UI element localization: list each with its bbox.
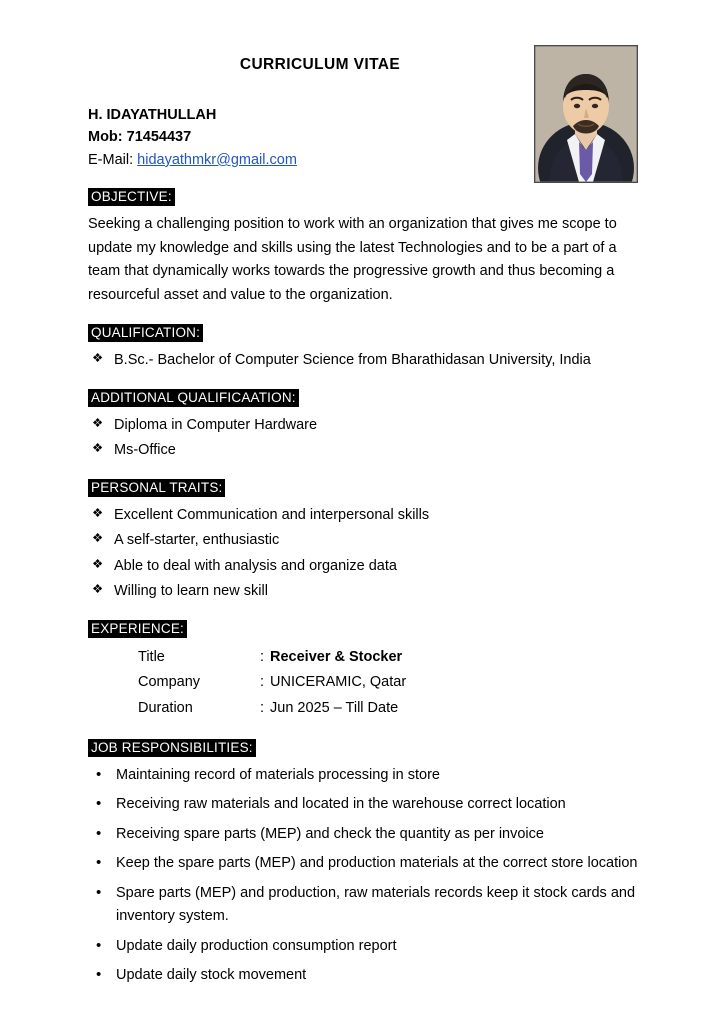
email-link[interactable]: hidayathmkr@gmail.com bbox=[137, 151, 297, 168]
section-personal-traits bbox=[88, 479, 662, 603]
list-item: • Update daily stock movement bbox=[88, 964, 662, 987]
section-objective bbox=[88, 188, 662, 307]
section-experience bbox=[88, 620, 662, 722]
experience-label: Title bbox=[138, 648, 165, 665]
table-row bbox=[138, 696, 406, 722]
experience-value: Receiver & Stocker bbox=[270, 648, 403, 665]
section-heading-objective: OBJECTIVE: bbox=[88, 188, 175, 206]
list-item: • Receiving raw materials and located in the warehouse correct location bbox=[88, 793, 662, 816]
list-item: ❖ Ms-Office bbox=[88, 439, 662, 461]
experience-value: Jun 2025 – Till Date bbox=[270, 700, 399, 717]
job-responsibilities-list bbox=[88, 764, 662, 988]
experience-colon: : bbox=[260, 674, 265, 691]
section-heading-job-responsibilities: JOB RESPONSIBILITIES: bbox=[88, 739, 256, 757]
list-item: ❖ Able to deal with analysis and organize data bbox=[88, 555, 662, 577]
table-row bbox=[138, 645, 406, 671]
list-item: ❖ Willing to learn new skill bbox=[88, 580, 662, 602]
experience-label: Company bbox=[138, 674, 201, 691]
section-additional-qualification bbox=[88, 389, 662, 462]
list-item: • Maintaining record of materials processing in store bbox=[88, 764, 662, 787]
objective-text: Seeking a challenging position to work with an organization that gives me scope to update my knowledge and skills using the latest Technologies and to be a part of a team that dynamically works towards the progressive growth and thus becoming a resourceful asset and value to the organization. bbox=[88, 216, 617, 303]
experience-value: UNICERAMIC, Qatar bbox=[270, 674, 407, 691]
section-qualification bbox=[88, 324, 662, 371]
experience-colon: : bbox=[260, 700, 265, 717]
list-item: ❖ Diploma in Computer Hardware bbox=[88, 414, 662, 436]
experience-table bbox=[138, 645, 406, 722]
section-heading-qualification: QUALIFICATION: bbox=[88, 324, 203, 342]
mobile-number: Mob: 71454437 bbox=[88, 129, 192, 146]
portrait-photo bbox=[534, 45, 638, 183]
list-item: • Receiving spare parts (MEP) and check the quantity as per invoice bbox=[88, 823, 662, 846]
experience-colon: : bbox=[260, 648, 265, 665]
list-item: • Keep the spare parts (MEP) and production materials at the correct store location bbox=[88, 852, 662, 875]
list-item: • Spare parts (MEP) and production, raw materials records keep it stock cards and inventory system. bbox=[88, 882, 662, 929]
list-item: ❖ Excellent Communication and interpersonal skills bbox=[88, 504, 662, 526]
list-item: ❖ B.Sc.- Bachelor of Computer Science from Bharathidasan University, India bbox=[88, 349, 662, 371]
list-item: • Update daily production consumption report bbox=[88, 935, 662, 958]
section-heading-experience: EXPERIENCE: bbox=[88, 620, 187, 638]
personal-traits-list bbox=[88, 504, 662, 603]
section-job-responsibilities bbox=[88, 739, 662, 988]
email-label: E-Mail: bbox=[88, 151, 138, 168]
list-item: ❖ A self-starter, enthusiastic bbox=[88, 529, 662, 551]
section-heading-additional-qualification: ADDITIONAL QUALIFICAATION: bbox=[88, 389, 299, 407]
page-title: CURRICULUM VITAE bbox=[239, 56, 401, 73]
qualification-list bbox=[88, 349, 662, 371]
additional-qualification-list bbox=[88, 414, 662, 462]
table-row bbox=[138, 670, 406, 696]
candidate-name: H. IDAYATHULLAH bbox=[88, 107, 217, 123]
section-heading-personal-traits: PERSONAL TRAITS: bbox=[88, 479, 225, 497]
experience-label: Duration bbox=[138, 700, 193, 717]
